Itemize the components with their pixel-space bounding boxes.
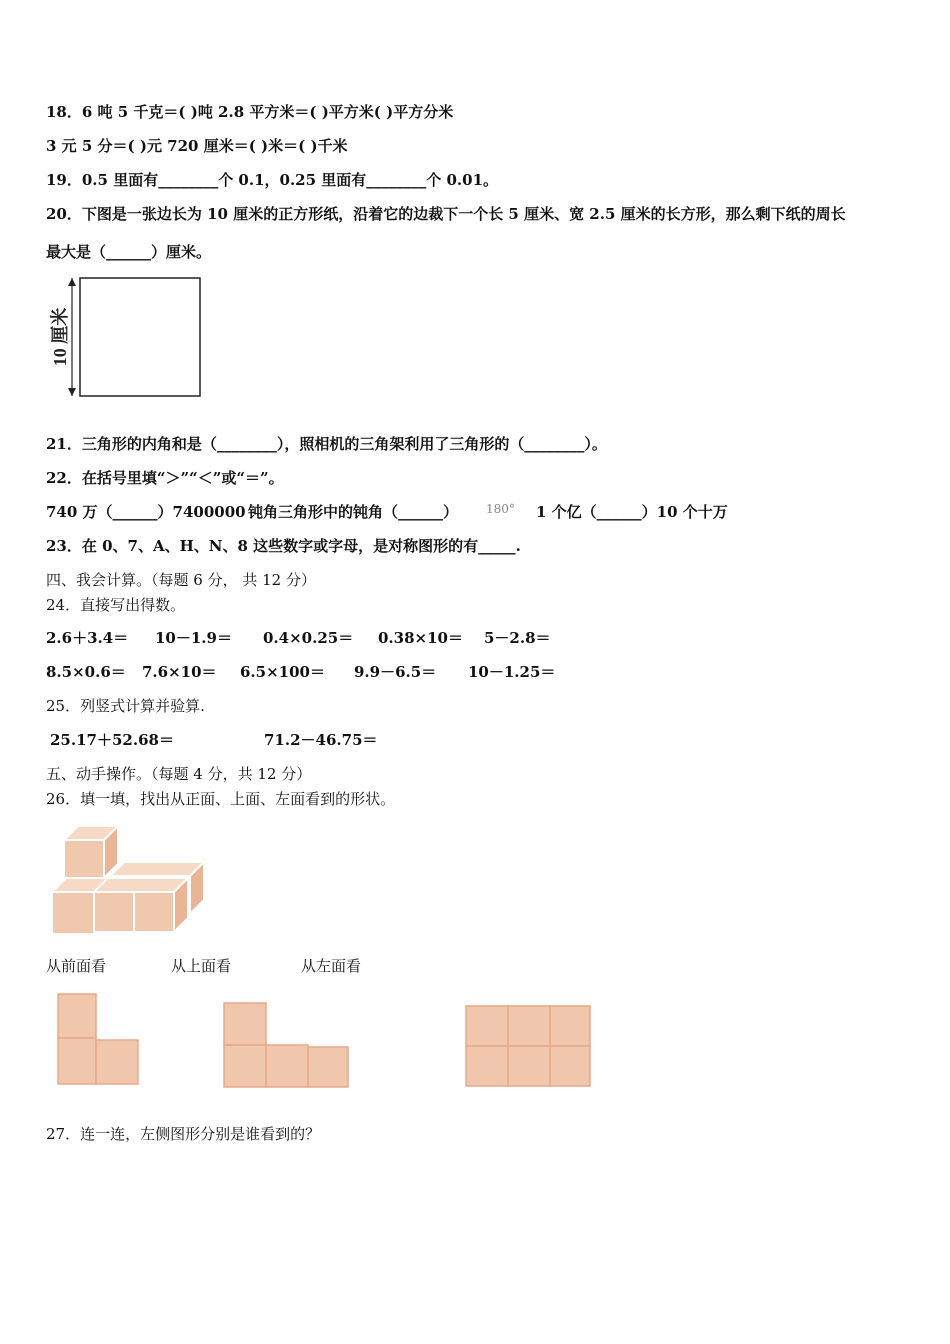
q20-line2: 最大是（______）厘米。 bbox=[46, 243, 212, 261]
cube-front-face bbox=[134, 892, 174, 932]
q21-text: 21．三角形的内角和是（________），照相机的三角架利用了三角形的（________）。 bbox=[46, 435, 607, 453]
square-shape bbox=[80, 278, 200, 396]
view-square bbox=[508, 1006, 550, 1046]
view-square bbox=[58, 994, 96, 1038]
q18-line2: 3 元 5 分＝( )元 720 厘米＝( )米＝( )千米 bbox=[46, 137, 348, 155]
cube-top-face bbox=[94, 878, 188, 892]
q23-text: 23．在 0、7、A、H、N、8 这些数字或字母，是对称图形的有_____. bbox=[46, 537, 521, 555]
section5-title: 五、动手操作。（每题 4 分，共 12 分） bbox=[46, 765, 312, 783]
q22-part2-value: 180° bbox=[486, 502, 515, 516]
q26-cube-stack bbox=[46, 820, 216, 940]
q24-text: 24．直接写出得数。 bbox=[46, 596, 186, 614]
view-label-left: 从左面看 bbox=[301, 957, 362, 975]
q27-text: 27．连一连，左侧图形分别是谁看到的？ bbox=[46, 1125, 321, 1143]
view-square bbox=[266, 1045, 308, 1087]
view-shape-3 bbox=[464, 1004, 596, 1094]
q25-item: 71.2－46.75＝ bbox=[264, 731, 378, 749]
q20-square-figure bbox=[40, 272, 210, 402]
q18-line1: 18．6 吨 5 千克＝( )吨 2.8 平方米＝( )平方米( )平方分米 bbox=[46, 103, 454, 121]
view-label-top: 从上面看 bbox=[171, 957, 232, 975]
view-shape-2 bbox=[222, 1001, 354, 1091]
cube-front-face bbox=[64, 840, 104, 878]
view-square bbox=[224, 1045, 266, 1087]
q22-part2: 钝角三角形中的钝角（______） bbox=[248, 503, 459, 521]
q24-item: 10－1.25＝ bbox=[468, 663, 556, 681]
q24-item: 2.6＋3.4＝ bbox=[46, 629, 129, 647]
arrow-up bbox=[68, 278, 76, 286]
q24-item: 10－1.9＝ bbox=[155, 629, 232, 647]
q24-item: 7.6×10＝ bbox=[142, 663, 217, 681]
view-square bbox=[466, 1046, 508, 1086]
section4-title: 四、我会计算。（每题 6 分， 共 12 分） bbox=[46, 571, 316, 589]
q25-text: 25．列竖式计算并验算. bbox=[46, 697, 205, 715]
cube-top-face bbox=[110, 862, 204, 876]
view-shape-1 bbox=[56, 992, 146, 1087]
q22-part3: 1 个亿（______）10 个十万 bbox=[536, 503, 728, 521]
q19-text: 19．0.5 里面有________个 0.1，0.25 里面有________个 0.01。 bbox=[46, 171, 499, 189]
q24-item: 9.9－6.5＝ bbox=[354, 663, 437, 681]
q24-item: 0.38×10＝ bbox=[378, 629, 463, 647]
q22-text: 22．在括号里填“＞”“＜”或“＝”。 bbox=[46, 469, 284, 487]
cube-front-face bbox=[94, 892, 134, 932]
view-square bbox=[508, 1046, 550, 1086]
cube-front-face bbox=[52, 892, 94, 934]
q24-item: 6.5×100＝ bbox=[240, 663, 325, 681]
q22-part1: 740 万（______）7400000 bbox=[46, 503, 246, 521]
view-square bbox=[550, 1006, 590, 1046]
view-square bbox=[96, 1040, 138, 1084]
q24-item: 5－2.8＝ bbox=[484, 629, 551, 647]
q20-line1: 20．下图是一张边长为 10 厘米的正方形纸，沿着它的边裁下一个长 5 厘米、宽 2.5 厘米的长方形，那么剩下纸的周长 bbox=[46, 205, 846, 223]
q25-item: 25.17＋52.68＝ bbox=[50, 731, 174, 749]
arrow-down bbox=[68, 388, 76, 396]
view-square bbox=[550, 1046, 590, 1086]
q26-text: 26．填一填，找出从正面、上面、左面看到的形状。 bbox=[46, 790, 396, 808]
q24-item: 8.5×0.6＝ bbox=[46, 663, 126, 681]
q24-item: 0.4×0.25＝ bbox=[263, 629, 354, 647]
view-square bbox=[224, 1003, 266, 1045]
view-label-front: 从前面看 bbox=[46, 957, 107, 975]
view-square bbox=[466, 1006, 508, 1046]
view-square bbox=[308, 1047, 348, 1087]
dimension-label: 10 厘米 bbox=[50, 307, 70, 367]
view-square bbox=[58, 1038, 96, 1084]
